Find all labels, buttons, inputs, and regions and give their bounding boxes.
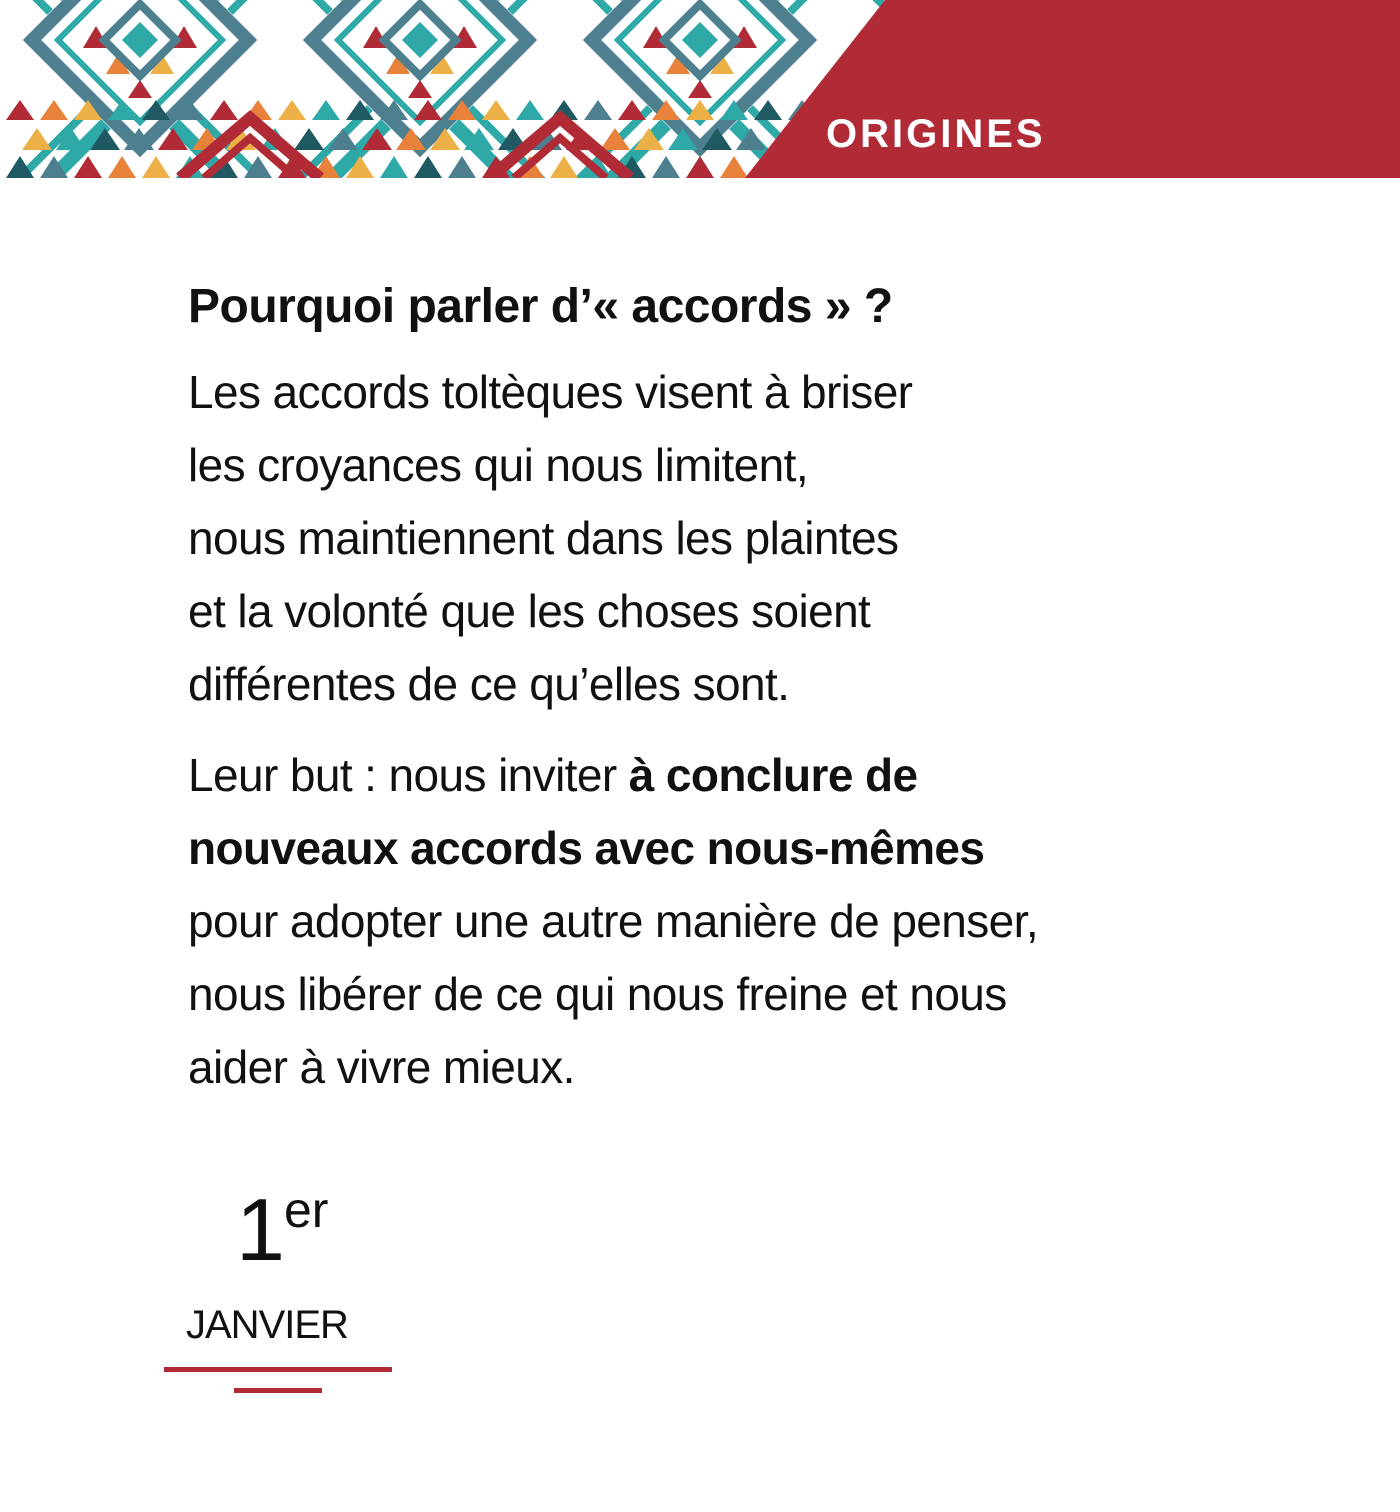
paragraph-line: nous maintiennent dans les plaintes [188,512,899,564]
paragraph-line: différentes de ce qu’elles sont. [188,658,790,710]
date-day-suffix: er [284,1182,329,1238]
date-day: 1 [236,1180,285,1279]
paragraph-line: pour adopter une autre manière de penser, [188,895,1039,947]
main-content [188,272,1268,1104]
date-underline-long [164,1367,392,1372]
paragraph-line: nous libérer de ce qui nous freine et nous [188,968,1007,1020]
paragraph-intro [188,356,1268,721]
date-underline-short [234,1388,322,1393]
paragraph-line: aider à vivre mieux. [188,1041,575,1093]
paragraph-goal [188,739,1268,1104]
category-label: ORIGINES [826,112,1046,156]
paragraph-line [188,812,1268,885]
goal-emphasis-text: nouveaux accords avec nous-mêmes [188,822,985,874]
paragraph-line [188,739,1268,812]
paragraph-line: les croyances qui nous limitent, [188,439,808,491]
goal-emphasis-text: à conclure de [628,749,918,801]
category-banner [0,0,1400,178]
goal-lead-text: Leur but : nous inviter [188,749,629,801]
date-month: JANVIER [186,1303,348,1347]
paragraph-line: Les accords toltèques visent à briser [188,366,913,418]
header-banner [0,0,1400,178]
calendar-date [160,1180,400,1420]
page-heading: Pourquoi parler d’« accords » ? [188,280,893,333]
paragraph-line: et la volonté que les choses soient [188,585,871,637]
